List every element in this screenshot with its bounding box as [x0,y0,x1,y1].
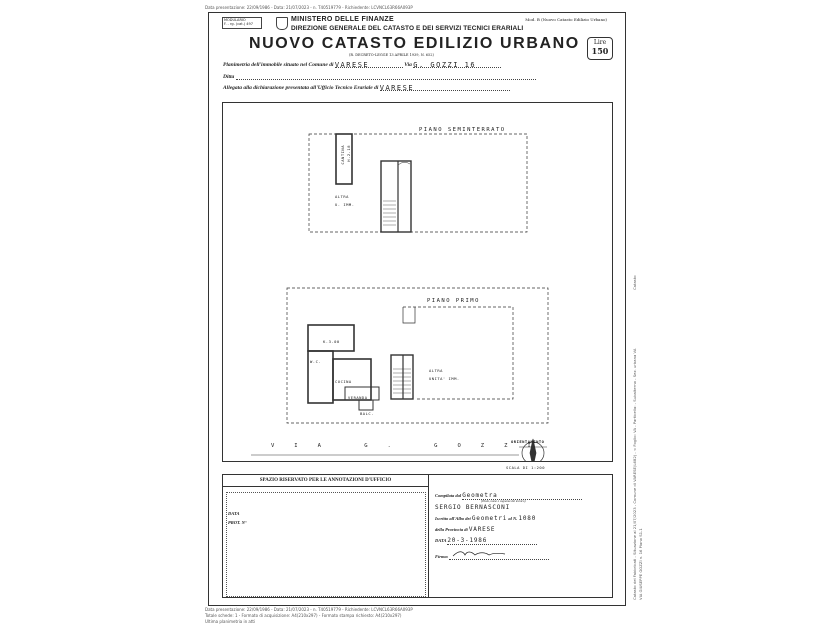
provincia-label: della Provincia di [435,527,468,532]
floor-plan-drawing [223,103,612,461]
ditta-row [223,73,536,80]
footer-metadata-line-2: Totale schede: 1 - Formato di acquisizione: A4(210x297) - Formato stampa richiesto: A4(210x297) [205,613,402,618]
side-situation-text: Catasto dei Fabbricati - Situazione al 21/07/2023 - Comune di VARESE(L682) - < Foglio: VA - Particella: - Subalterno - Sez. urbana VA [632,348,637,600]
data-value: 20-3-1986 [447,537,488,544]
first-floor-stairs [393,369,411,393]
cadastral-sheet [208,12,626,606]
ministry-label: MINISTERO DELLE FINANZE [291,16,394,23]
section-divider [428,475,429,597]
iscritto-num: 1080 [518,515,537,522]
piano-seminterrato-label: PIANO SEMINTERRATO [419,127,506,133]
compilata-label: Compilata dal [435,493,462,498]
planimetria-row [223,61,501,68]
iscritto-value: Geometri [471,515,508,522]
ufficio-value: VARESE [379,84,415,92]
annotation-section [222,474,613,598]
street-label: VIA G. GOZZI [271,443,551,449]
room-cucina-label: CUCINA [335,379,352,384]
room-veranda-label: VERANDA [348,395,368,400]
decreto-label: (R. DECRETO-LEGGE 13 APRILE 1939, N. 652) [349,53,434,57]
via-label: Via [404,62,412,68]
data-label: DATA [435,538,447,543]
piano-primo-label: PIANO PRIMO [427,298,480,304]
modulario-stamp [222,17,262,29]
altra-ui-label-2: U. IMM. [335,202,355,207]
side-mark-text: Catasto [632,275,637,290]
model-label: Mod. B (Nuovo Catasto Edilizio Urbano) [525,17,607,22]
orientamento-label: ORIENTAMENTO [511,439,545,444]
lire-value: 150 [591,46,609,56]
firma-row [435,549,549,560]
room-k-block [308,325,354,351]
altra-ui-label-1: ALTRA [335,194,349,199]
side-address-text: VIA GIUSEPPE GOZZI n. 16 Piano S1-1 [638,528,643,600]
stamp-line-1: MODULARIO [224,18,246,22]
iscritto-row [435,515,536,522]
via-value: G. GOZZI 16 [413,61,477,69]
signature-drawing [449,549,509,558]
office-annotation-box [226,492,426,597]
direzione-label: DIREZIONE GENERALE DEL CATASTO E DEI SERVIZI TECNICI ERARIALI [291,25,524,32]
header-metadata-line: Data presentazione: 22/09/1986 - Data: 21/07/2023 - n. T40519779 - Richiedente: LCVNCL63R66A093P [205,5,413,10]
tecnico-name: SERGIO BERNASCONI [435,504,511,511]
firma-label: Firma: [435,554,449,559]
iscritto-label: Iscritto all'Albo dei [435,516,471,521]
floor-plan-area [222,102,613,462]
scale-label: SCALA DI 1:200 [506,465,546,470]
room-balcone-label: BALC. [360,411,374,416]
balcone-block [359,400,373,410]
footer-metadata-line-1: Data presentazione: 22/09/1986 - Data: 21/07/2023 - n. T40519779 - Richiedente: LCVNCL63R66A093P [205,607,413,612]
lire-label: Lire [593,39,607,46]
allegata-row [223,84,510,91]
lire-stamp [587,37,613,60]
cantina-label: CANTINA [340,145,345,165]
room-wc-label: W.C. [310,359,322,364]
basement-stair-block [381,161,411,232]
republic-emblem-icon [276,17,288,30]
altra-unita-label-2: UNITA' IMM. [429,376,460,381]
iscritto-num-label: al N. [508,516,518,521]
room-k-label: K.3.00 [323,339,340,344]
tecnico-row [435,504,510,511]
compilata-value: Geometra [462,492,498,499]
allegata-label: Allegata alla dichiarazione presentata all'Ufficio Tecnico Erariale di [223,85,379,91]
cantina-height-label: H.2.18 [346,145,351,162]
office-prot-label: PROT. N° [228,520,247,525]
planimetria-label: Planimetria dell'immobile situato nel Comune di [223,62,334,68]
basement-stairs [383,201,396,225]
compilata-sub: (Titolo, nome e cognome del tecnico) [481,499,526,503]
provincia-row [435,526,495,533]
stamp-line-2: F. - rg. (cat.) 497 [224,22,253,26]
office-data-label: DATA [228,511,240,516]
provincia-value: VARESE [468,526,496,533]
data-row [435,537,537,545]
spazio-riservato-label: SPAZIO RISERVATO PER LE ANNOTAZIONI D'UFFICIO [223,475,428,487]
document-title: NUOVO CATASTO EDILIZIO URBANO [249,35,580,52]
footer-metadata-line-3: Ultima planimetria in atti [205,619,256,624]
altra-unita-label-1: ALTRA [429,368,443,373]
comune-value: VARESE [334,61,370,69]
ditta-label: Ditta [223,74,235,80]
